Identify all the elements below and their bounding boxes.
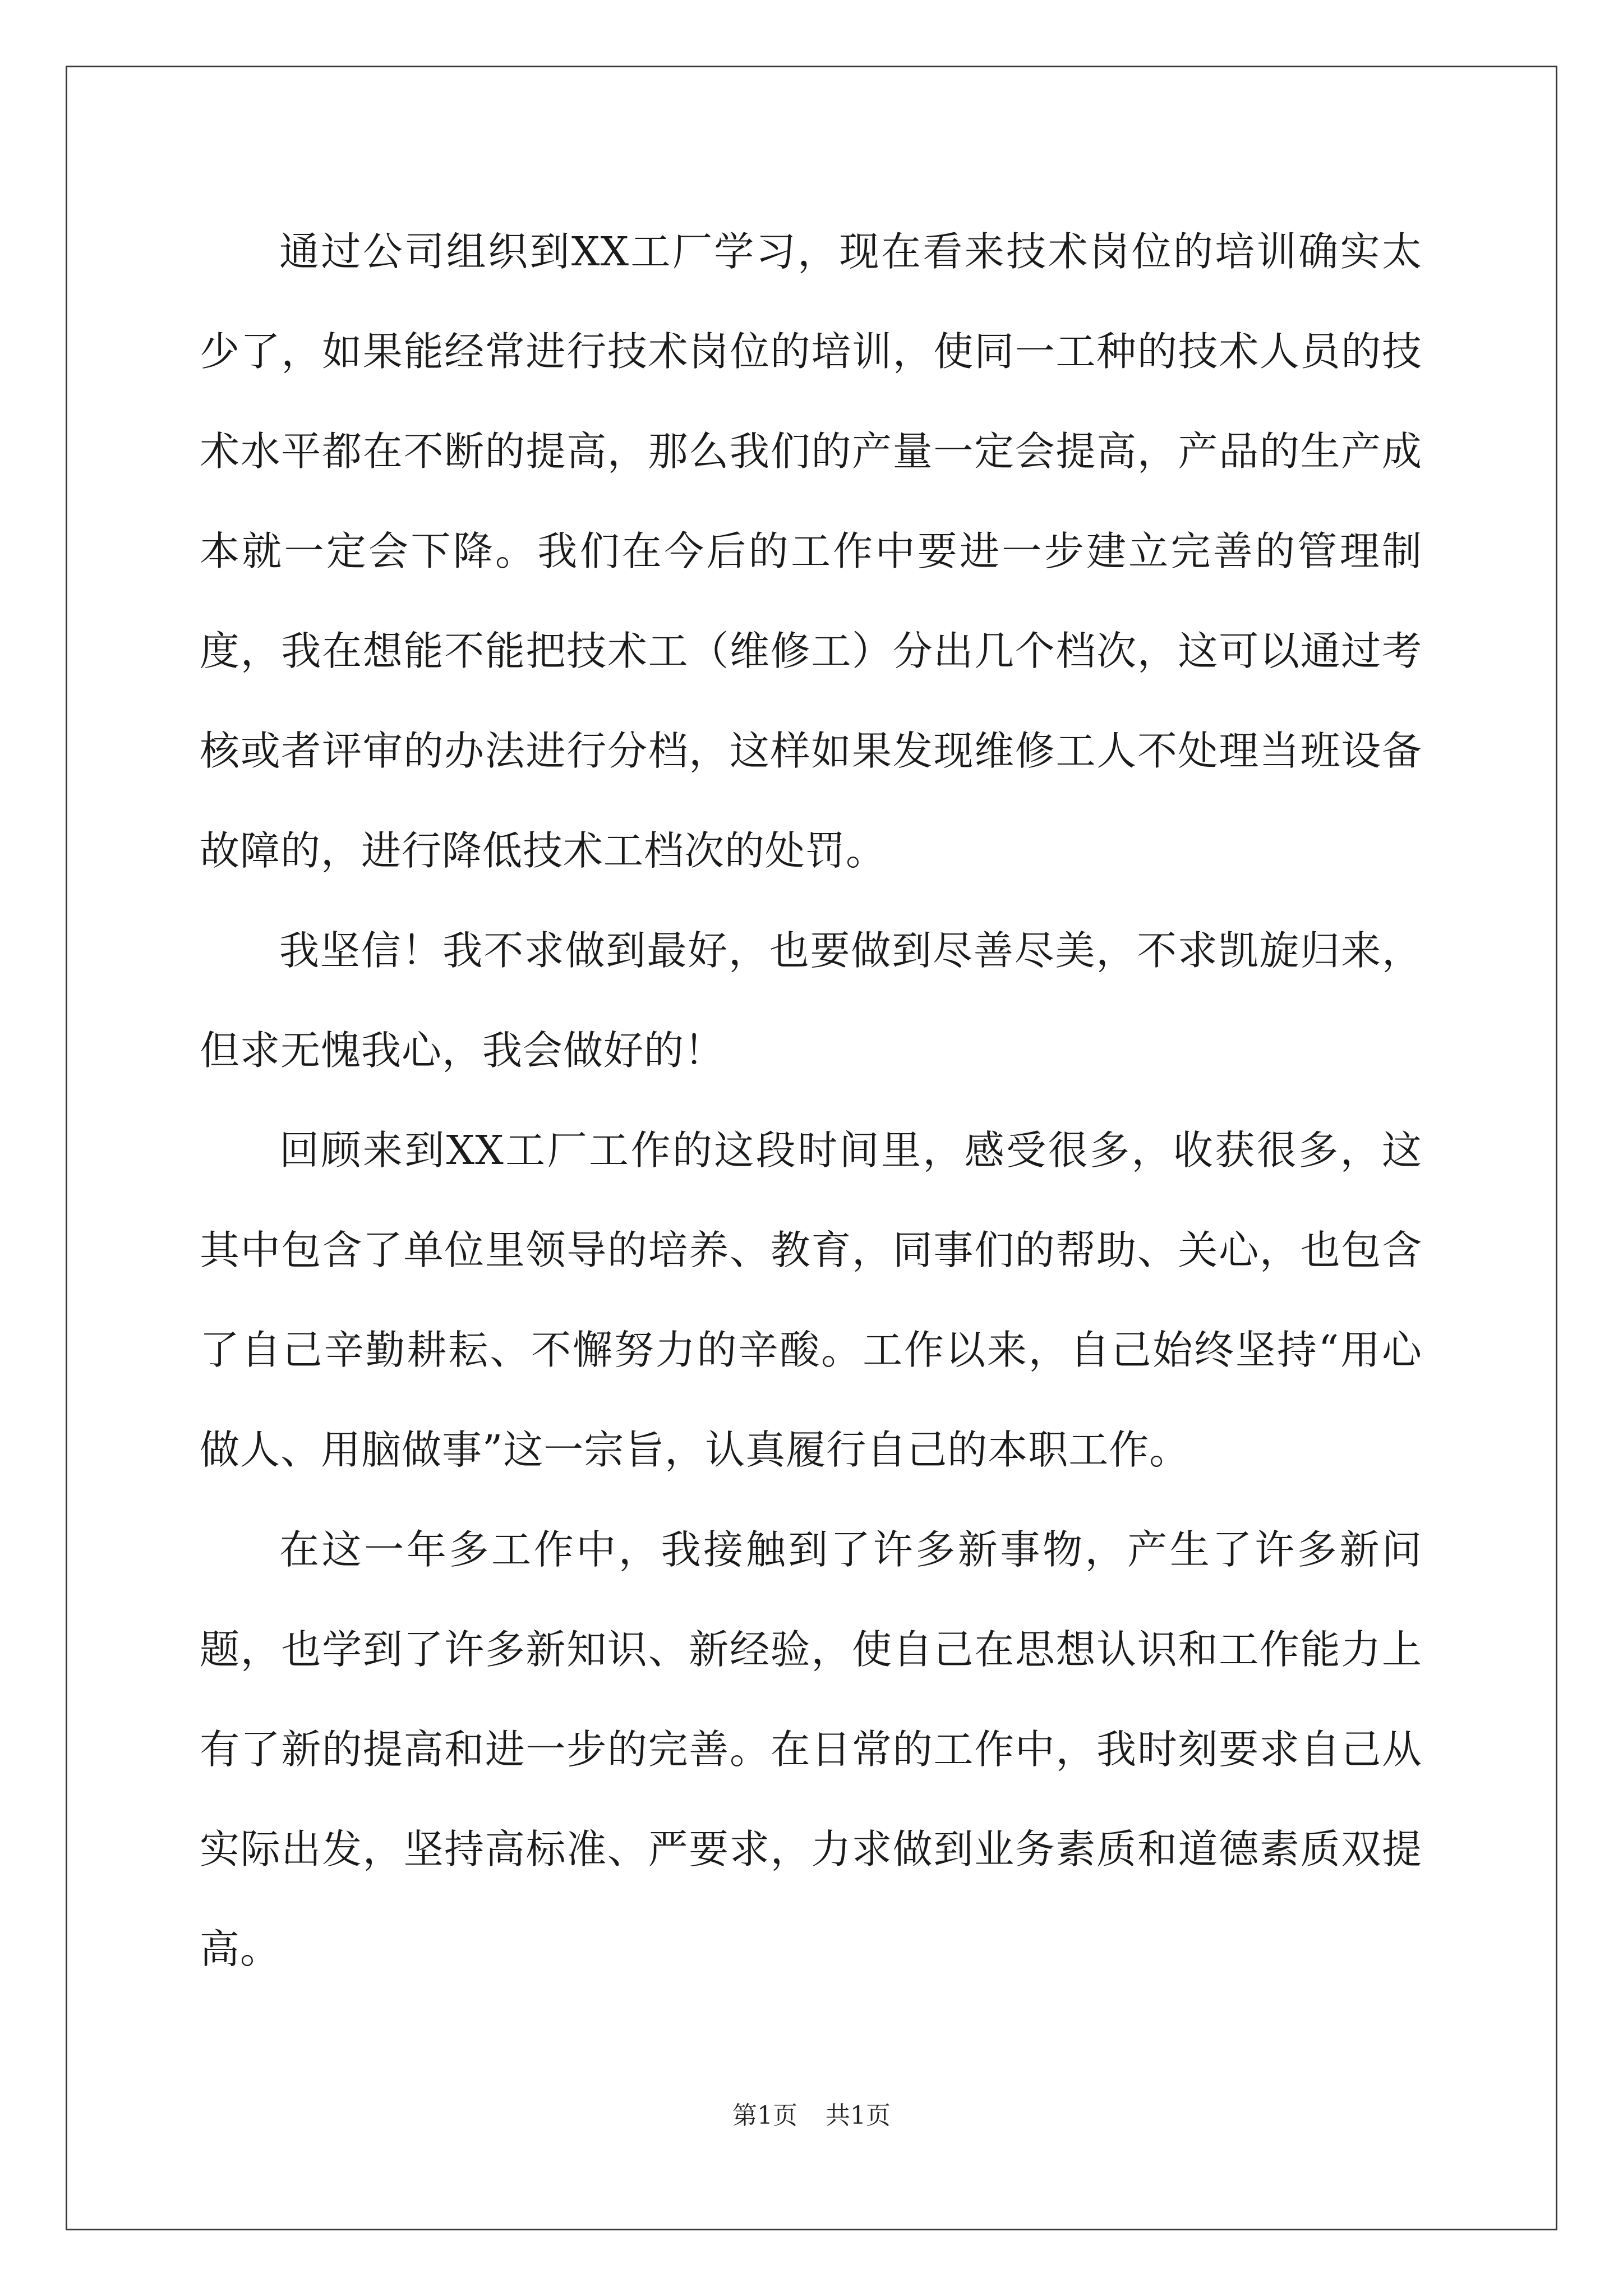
paragraph: 回顾来到XX工厂工作的这段时间里，感受很多，收获很多，这其中包含了单位里领导的培养、教育，同事们的帮助、关心，也包含了自己辛勤耕耘、不懈努力的辛酸。工作以来，自己始终坚持“用心做人、用脑做事”这一宗旨，认真履行自己的本职工作。 (200, 1127, 1422, 1473)
paragraph: 通过公司组织到XX工厂学习，现在看来技术岗位的培训确实太少了，如果能经常进行技术岗位的培训，使同一工种的技术人员的技术水平都在不断的提高，那么我们的产量一定会提高，产品的生产成本就一定会下降。我们在今后的工作中要进一步建立完善的管理制度，我在想能不能把技术工（维修工）分出几个档次，这可以通过考核或者评审的办法进行分档，这样如果发现维修工人不处理当班设备故障的，进行降低技术工档次的处罚。 (200, 228, 1422, 874)
paragraph: 我坚信！我不求做到最好，也要做到尽善尽美，不求凯旋归来，但求无愧我心，我会做好的！ (200, 927, 1422, 1074)
page-number: 第1页 (732, 2101, 797, 2130)
page-footer (0, 2095, 1623, 2131)
document-body (200, 202, 1422, 1999)
page-total: 共1页 (826, 2101, 891, 2130)
paragraph: 在这一年多工作中，我接触到了许多新事物，产生了许多新问题，也学到了许多新知识、新经验，使自己在思想认识和工作能力上有了新的提高和进一步的完善。在日常的工作中，我时刻要求自己从实际出发，坚持高标准、严要求，力求做到业务素质和道德素质双提高。 (200, 1526, 1422, 1972)
